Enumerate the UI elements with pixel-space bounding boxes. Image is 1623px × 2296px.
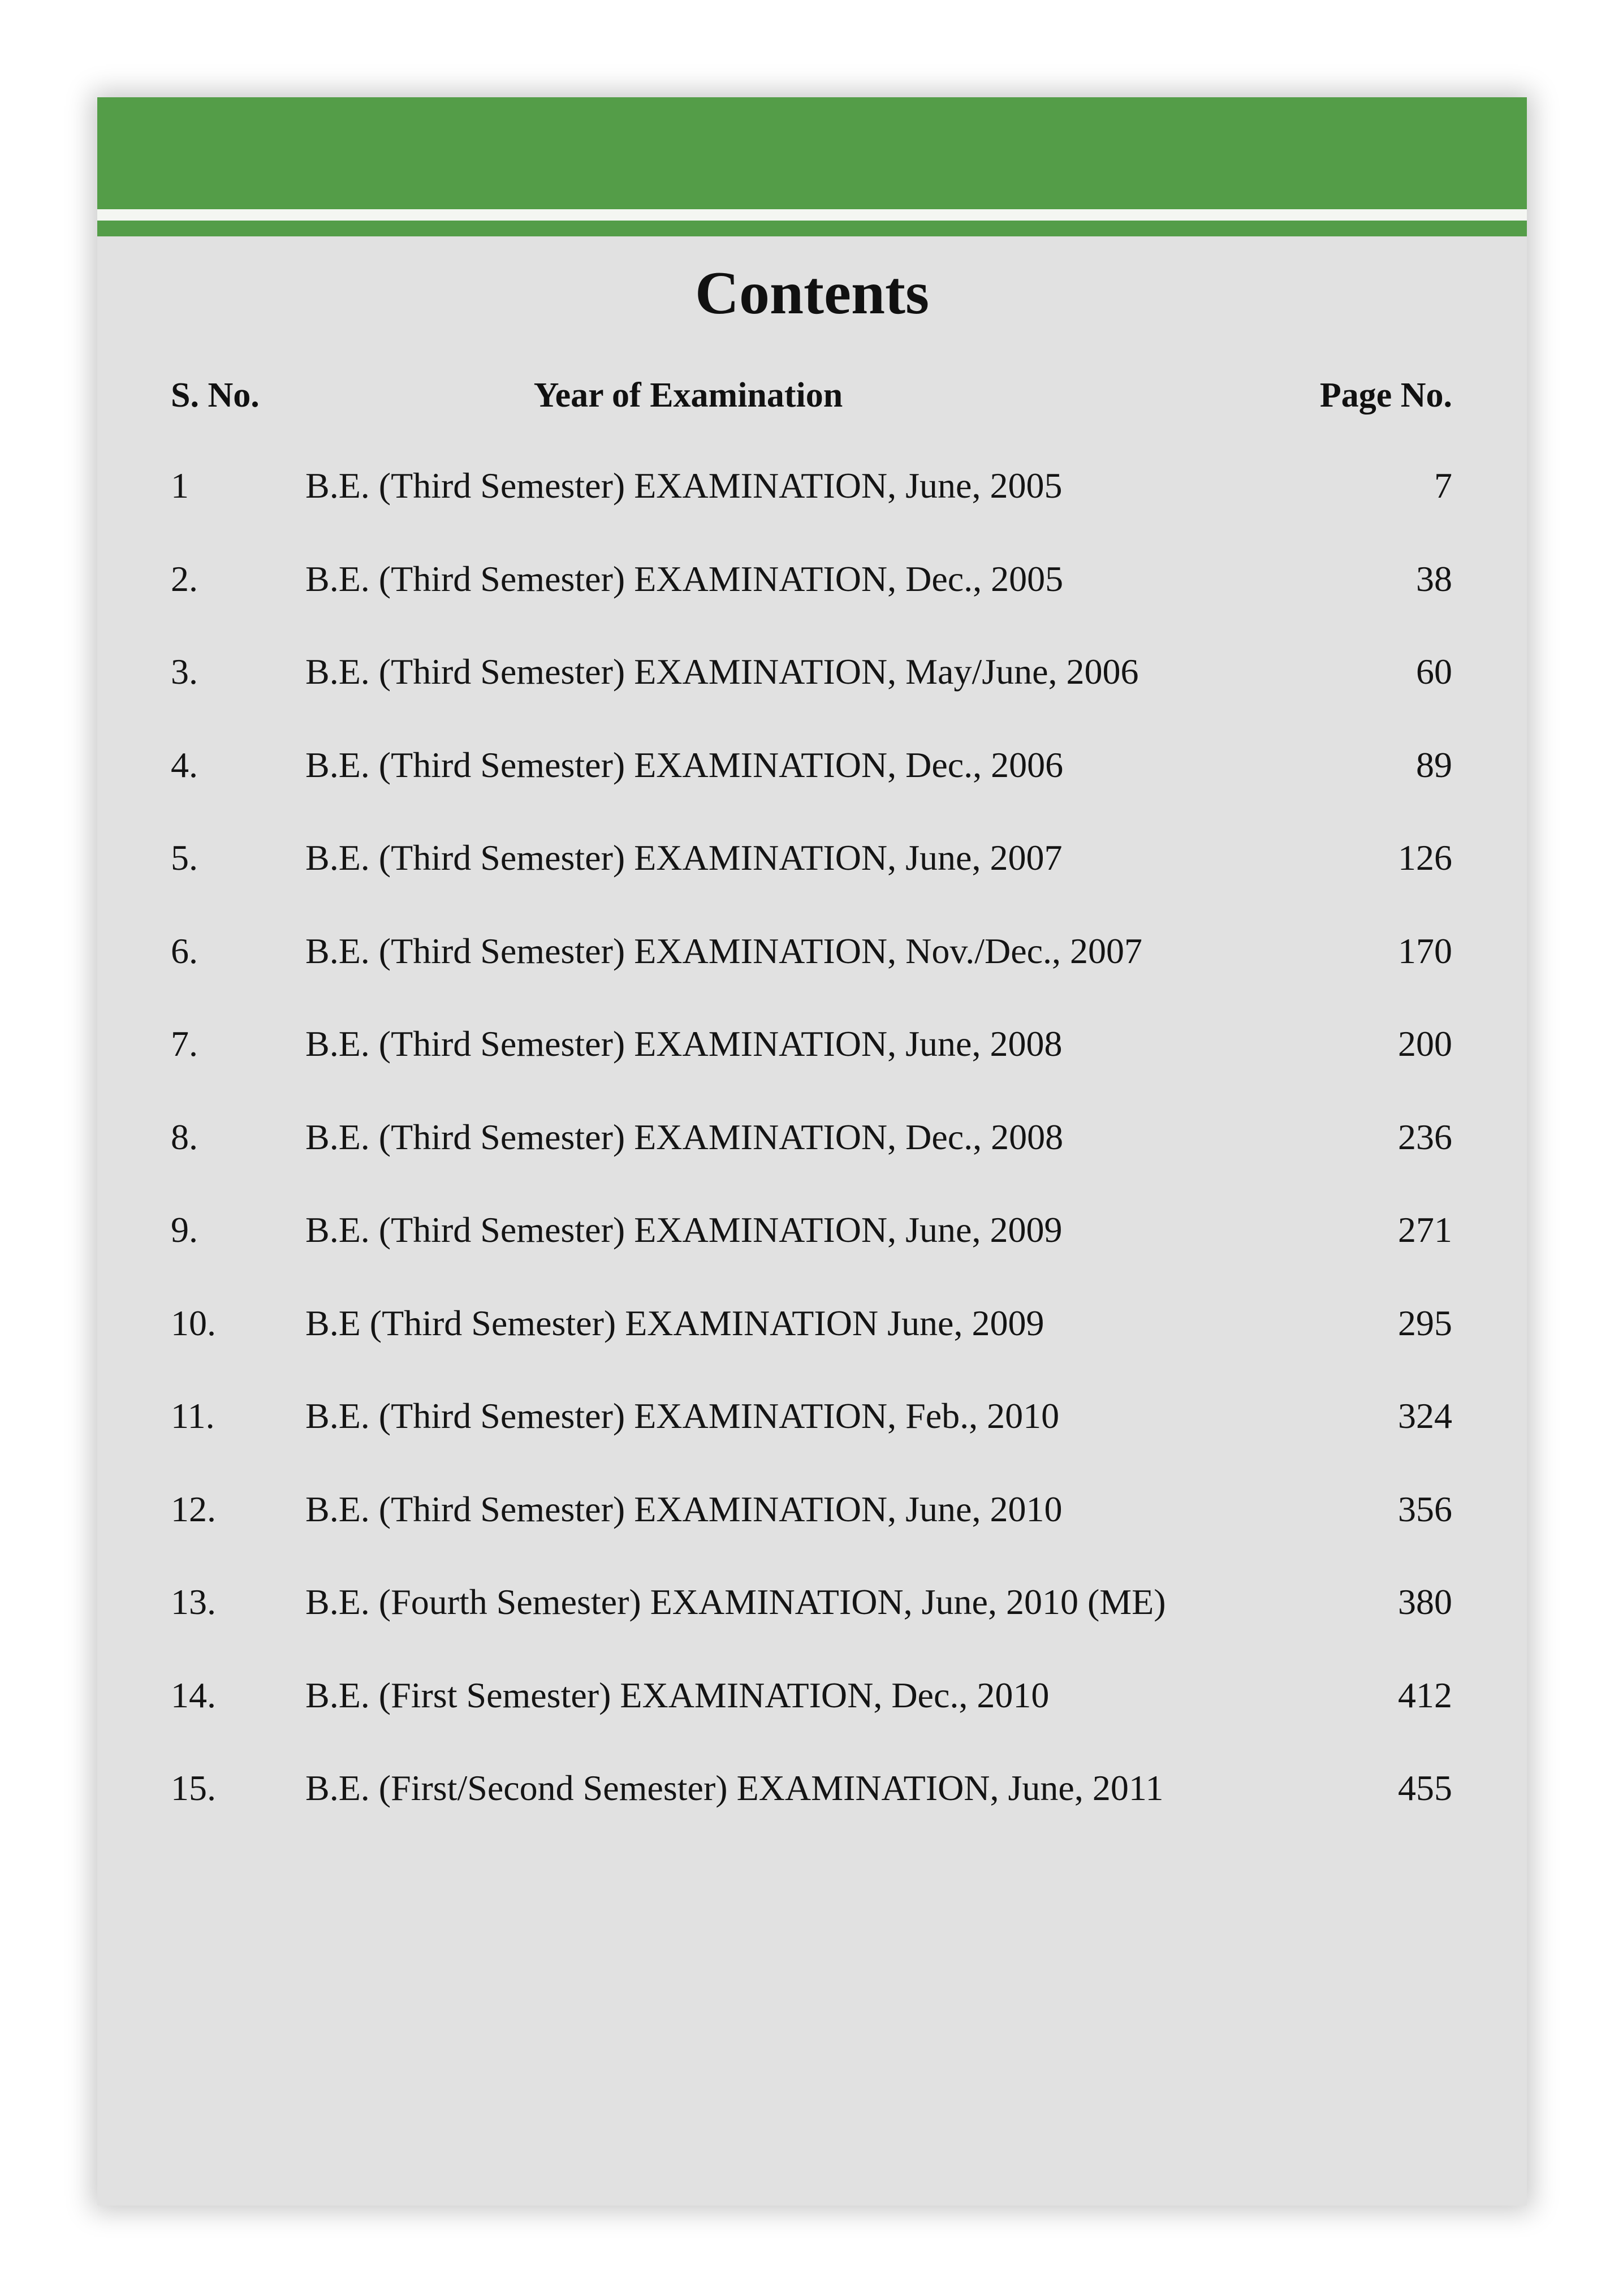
entry-page: 380 [1398, 1582, 1452, 1622]
entry-page: 236 [1398, 1116, 1452, 1157]
entry-title: B.E. (Third Semester) EXAMINATION, Nov./Dec., 2007 [305, 930, 1142, 971]
entry-number: 2. [171, 558, 198, 599]
entry-title: B.E. (Third Semester) EXAMINATION, June, 2005 [305, 465, 1063, 506]
header-page-number: Page No. [1319, 376, 1452, 415]
header-serial-number: S. No. [171, 376, 260, 415]
entry-number: 10. [171, 1302, 216, 1343]
header-band-gap [97, 209, 1527, 221]
entry-title: B.E. (Third Semester) EXAMINATION, Dec., 2006 [305, 744, 1064, 785]
entry-title: B.E (Third Semester) EXAMINATION June, 2009 [305, 1302, 1044, 1343]
document-page [97, 97, 1527, 2206]
list-item[interactable] [97, 1209, 1527, 1302]
entry-number: 11. [171, 1396, 215, 1436]
entry-title: B.E. (Third Semester) EXAMINATION, June, 2008 [305, 1024, 1063, 1064]
contents-list [97, 465, 1527, 1861]
entry-number: 9. [171, 1210, 198, 1250]
list-item[interactable] [97, 1767, 1527, 1861]
list-item[interactable] [97, 558, 1527, 651]
entry-number: 1 [171, 465, 189, 506]
entry-page: 412 [1398, 1674, 1452, 1715]
entry-number: 8. [171, 1116, 198, 1157]
entry-number: 7. [171, 1024, 198, 1064]
entry-page: 89 [1416, 744, 1452, 785]
entry-title: B.E. (Third Semester) EXAMINATION, June, 2010 [305, 1488, 1063, 1529]
entry-title: B.E. (Third Semester) EXAMINATION, Dec., 2008 [305, 1116, 1064, 1157]
entry-page: 60 [1416, 651, 1452, 692]
list-item[interactable] [97, 1302, 1527, 1396]
list-item[interactable] [97, 1581, 1527, 1674]
list-item[interactable] [97, 1116, 1527, 1210]
entry-page: 324 [1398, 1396, 1452, 1436]
entry-page: 7 [1434, 465, 1452, 506]
entry-page: 455 [1398, 1768, 1452, 1808]
entry-number: 3. [171, 651, 198, 692]
entry-page: 295 [1398, 1302, 1452, 1343]
entry-page: 170 [1398, 930, 1452, 971]
entry-page: 38 [1416, 558, 1452, 599]
entry-title: B.E. (Third Semester) EXAMINATION, May/June, 2006 [305, 651, 1139, 692]
table-header [97, 376, 1527, 421]
list-item[interactable] [97, 1395, 1527, 1488]
page-title: Contents [694, 260, 930, 327]
entry-page: 356 [1398, 1488, 1452, 1529]
entry-title: B.E. (Third Semester) EXAMINATION, June, 2009 [305, 1210, 1063, 1250]
entry-page: 126 [1398, 838, 1452, 878]
entry-title: B.E. (Fourth Semester) EXAMINATION, June, 2010 (ME) [305, 1582, 1166, 1622]
list-item[interactable] [97, 1488, 1527, 1582]
entry-page: 271 [1398, 1210, 1452, 1250]
list-item[interactable] [97, 465, 1527, 558]
entry-number: 13. [171, 1582, 216, 1622]
header-year-of-examination: Year of Examination [533, 376, 843, 415]
header-band-stripe [97, 221, 1527, 236]
list-item[interactable] [97, 837, 1527, 930]
entry-number: 15. [171, 1768, 216, 1808]
entry-title: B.E. (First Semester) EXAMINATION, Dec., 2010 [305, 1674, 1050, 1715]
entry-number: 14. [171, 1674, 216, 1715]
entry-number: 4. [171, 744, 198, 785]
entry-title: B.E. (Third Semester) EXAMINATION, Feb., 2010 [305, 1396, 1060, 1436]
entry-title: B.E. (First/Second Semester) EXAMINATION, June, 2011 [305, 1768, 1164, 1808]
entry-number: 12. [171, 1488, 216, 1529]
list-item[interactable] [97, 930, 1527, 1024]
entry-number: 6. [171, 930, 198, 971]
list-item[interactable] [97, 1023, 1527, 1116]
entry-title: B.E. (Third Semester) EXAMINATION, Dec., 2005 [305, 558, 1064, 599]
entry-title: B.E. (Third Semester) EXAMINATION, June, 2007 [305, 838, 1063, 878]
header-band [97, 97, 1527, 209]
list-item[interactable] [97, 1674, 1527, 1768]
entry-page: 200 [1398, 1024, 1452, 1064]
list-item[interactable] [97, 744, 1527, 838]
list-item[interactable] [97, 651, 1527, 744]
entry-number: 5. [171, 838, 198, 878]
